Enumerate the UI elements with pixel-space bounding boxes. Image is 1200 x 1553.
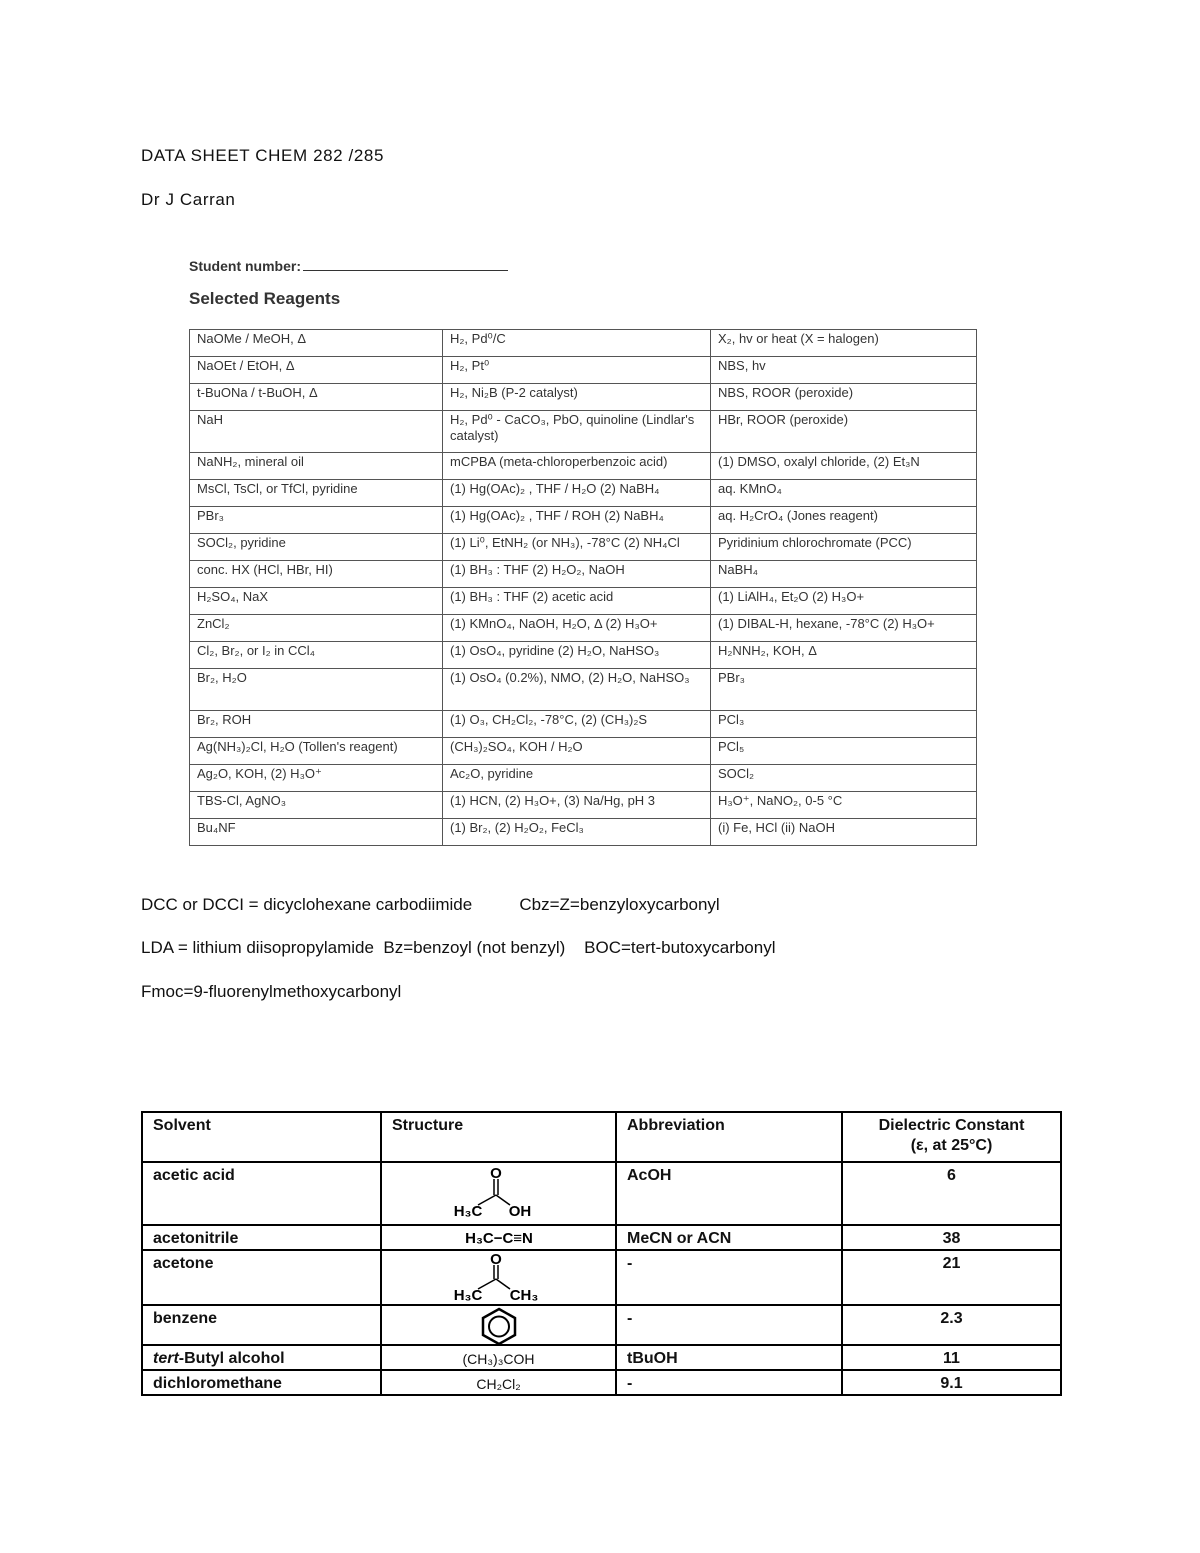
reagent-cell: Ag₂O, KOH, (2) H₃O⁺ xyxy=(190,765,443,792)
header-dielectric-label: Dielectric Constant xyxy=(878,1117,1025,1134)
reagent-cell: (1) HCN, (2) H₃O+, (3) Na/Hg, pH 3 xyxy=(443,792,711,819)
solvent-name-rest: -Butyl alcohol xyxy=(178,1350,285,1367)
table-row xyxy=(190,411,977,453)
abbreviation-note: LDA = lithium diisopropylamide Bz=benzoyl (not benzyl) BOC=tert-butoxycarbonyl xyxy=(141,938,776,957)
table-row xyxy=(190,507,977,534)
reagent-cell: (1) DMSO, oxalyl chloride, (2) Et₃N xyxy=(711,453,977,480)
reagent-cell: MsCl, TsCl, or TfCl, pyridine xyxy=(190,480,443,507)
reagent-cell: (1) KMnO₄, NaOH, H₂O, Δ (2) H₃O+ xyxy=(443,615,711,642)
header-dielectric xyxy=(842,1112,1061,1162)
table-row xyxy=(190,384,977,411)
reagent-cell: (1) Hg(OAc)₂ , THF / ROH (2) NaBH₄ xyxy=(443,507,711,534)
reagent-cell: (1) DIBAL-H, hexane, -78°C (2) H₃O+ xyxy=(711,615,977,642)
reagent-cell: (1) BH₃ : THF (2) acetic acid xyxy=(443,588,711,615)
student-number-field xyxy=(189,257,508,274)
header-structure: Structure xyxy=(381,1112,616,1162)
reagent-cell: (1) OsO₄ (0.2%), NMO, (2) H₂O, NaHSO₃ xyxy=(443,669,711,711)
document-author: Dr J Carran xyxy=(141,190,236,209)
reagent-cell: H₂, Pt⁰ xyxy=(443,357,711,384)
solvent-name: acetone xyxy=(142,1250,381,1305)
reagent-cell: aq. H₂CrO₄ (Jones reagent) xyxy=(711,507,977,534)
reagent-cell: H₂, Ni₂B (P-2 catalyst) xyxy=(443,384,711,411)
reagent-cell: Br₂, H₂O xyxy=(190,669,443,711)
table-row xyxy=(190,765,977,792)
table-row xyxy=(190,711,977,738)
reagent-cell: NaH xyxy=(190,411,443,453)
acetone-structure xyxy=(444,1251,554,1303)
methyl-label: H₃C xyxy=(453,1203,482,1220)
reagent-cell: PBr₃ xyxy=(711,669,977,711)
table-row xyxy=(190,561,977,588)
reagent-cell: (1) BH₃ : THF (2) H₂O₂, NaOH xyxy=(443,561,711,588)
acetonitrile-structure xyxy=(444,1226,554,1248)
header-solvent: Solvent xyxy=(142,1112,381,1162)
dielectric-value: 6 xyxy=(842,1162,1061,1225)
reagent-cell: PCl₅ xyxy=(711,738,977,765)
methyl-label: CH₃ xyxy=(509,1287,538,1303)
abbreviation: - xyxy=(616,1370,842,1395)
reagent-cell: HBr, ROOR (peroxide) xyxy=(711,411,977,453)
table-row xyxy=(190,534,977,561)
reagent-cell: (1) Br₂, (2) H₂O₂, FeCl₃ xyxy=(443,819,711,846)
header-abbreviation: Abbreviation xyxy=(616,1112,842,1162)
table-row xyxy=(142,1162,1061,1225)
reagent-cell: SOCl₂, pyridine xyxy=(190,534,443,561)
table-row xyxy=(142,1250,1061,1305)
reagent-cell: t-BuONa / t-BuOH, Δ xyxy=(190,384,443,411)
table-row xyxy=(190,357,977,384)
structure-cell xyxy=(381,1250,616,1305)
reagent-cell: aq. KMnO₄ xyxy=(711,480,977,507)
reagent-cell: TBS-Cl, AgNO₃ xyxy=(190,792,443,819)
methyl-label: H₃C xyxy=(453,1287,482,1303)
solvent-name: acetonitrile xyxy=(142,1225,381,1250)
solvent-name-prefix: tert xyxy=(153,1350,179,1367)
abbreviation: tBuOH xyxy=(616,1345,842,1370)
student-number-blank xyxy=(303,257,508,271)
table-row xyxy=(190,615,977,642)
hydroxyl-label: OH xyxy=(508,1203,531,1220)
nitrile-label: H₃C−C≡N xyxy=(464,1230,533,1247)
reagent-cell: (i) Fe, HCl (ii) NaOH xyxy=(711,819,977,846)
reagent-cell: conc. HX (HCl, HBr, HI) xyxy=(190,561,443,588)
structure-cell: (CH₃)₃COH xyxy=(381,1345,616,1370)
acetic-acid-structure xyxy=(444,1163,554,1221)
dielectric-value: 2.3 xyxy=(842,1305,1061,1345)
benzene-ring-icon xyxy=(444,1306,554,1344)
table-row xyxy=(190,480,977,507)
table-row xyxy=(142,1225,1061,1250)
oxygen-label: O xyxy=(489,1165,502,1182)
table-row xyxy=(142,1305,1061,1345)
table-row xyxy=(142,1370,1061,1395)
reagent-cell: NaNH₂, mineral oil xyxy=(190,453,443,480)
solvent-name: dichloromethane xyxy=(142,1370,381,1395)
table-row xyxy=(190,819,977,846)
abbreviation: MeCN or ACN xyxy=(616,1225,842,1250)
oxygen-label: O xyxy=(489,1251,502,1268)
abbreviation-note: DCC or DCCI = dicyclohexane carbodiimide Cbz=Z=benzyloxycarbonyl xyxy=(141,895,720,914)
reagent-cell: Ac₂O, pyridine xyxy=(443,765,711,792)
reagent-cell: (1) OsO₄, pyridine (2) H₂O, NaHSO₃ xyxy=(443,642,711,669)
table-row xyxy=(190,642,977,669)
reagent-cell: PCl₃ xyxy=(711,711,977,738)
table-row xyxy=(142,1345,1061,1370)
reagent-cell: (CH₃)₂SO₄, KOH / H₂O xyxy=(443,738,711,765)
reagent-cell: NaOEt / EtOH, Δ xyxy=(190,357,443,384)
abbreviation: - xyxy=(616,1305,842,1345)
table-header-row xyxy=(142,1112,1061,1162)
dielectric-value: 38 xyxy=(842,1225,1061,1250)
reagent-cell: mCPBA (meta-chloroperbenzoic acid) xyxy=(443,453,711,480)
table-row xyxy=(190,669,977,711)
reagent-cell: Cl₂, Br₂, or I₂ in CCl₄ xyxy=(190,642,443,669)
structure-cell xyxy=(381,1225,616,1250)
solvent-name: benzene xyxy=(142,1305,381,1345)
structure-cell xyxy=(381,1162,616,1225)
reagent-cell: Pyridinium chlorochromate (PCC) xyxy=(711,534,977,561)
abbreviation-note: Fmoc=9-fluorenylmethoxycarbonyl xyxy=(141,982,402,1001)
table-row xyxy=(190,453,977,480)
solvent-name: acetic acid xyxy=(142,1162,381,1225)
reagent-cell: (1) Hg(OAc)₂ , THF / H₂O (2) NaBH₄ xyxy=(443,480,711,507)
solvent-table xyxy=(141,1111,1062,1396)
abbreviation: - xyxy=(616,1250,842,1305)
reagent-cell: NBS, hv xyxy=(711,357,977,384)
reagent-cell: Ag(NH₃)₂Cl, H₂O (Tollen's reagent) xyxy=(190,738,443,765)
reagent-cell: (1) LiAlH₄, Et₂O (2) H₃O+ xyxy=(711,588,977,615)
reagent-cell: NaBH₄ xyxy=(711,561,977,588)
reagents-table xyxy=(189,329,977,846)
reagents-heading: Selected Reagents xyxy=(189,289,341,308)
dielectric-value: 11 xyxy=(842,1345,1061,1370)
solvent-name xyxy=(142,1345,381,1370)
header-dielectric-unit: (ε, at 25°C) xyxy=(910,1137,993,1154)
reagent-cell: H₂, Pd⁰ - CaCO₃, PbO, quinoline (Lindlar's catalyst) xyxy=(443,411,711,453)
structure-cell: CH₂Cl₂ xyxy=(381,1370,616,1395)
reagent-cell: SOCl₂ xyxy=(711,765,977,792)
reagent-cell: Bu₄NF xyxy=(190,819,443,846)
table-row xyxy=(190,792,977,819)
reagent-cell: (1) O₃, CH₂Cl₂, -78°C, (2) (CH₃)₂S xyxy=(443,711,711,738)
table-row xyxy=(190,588,977,615)
reagent-cell: H₂, Pd⁰/C xyxy=(443,330,711,357)
reagent-cell: X₂, hv or heat (X = halogen) xyxy=(711,330,977,357)
reagent-cell: H₃O⁺, NaNO₂, 0-5 °C xyxy=(711,792,977,819)
structure-cell xyxy=(381,1305,616,1345)
document-title: DATA SHEET CHEM 282 /285 xyxy=(141,146,385,165)
reagent-cell: ZnCl₂ xyxy=(190,615,443,642)
reagent-cell: H₂SO₄, NaX xyxy=(190,588,443,615)
reagent-cell: NaOMe / MeOH, Δ xyxy=(190,330,443,357)
table-row xyxy=(190,738,977,765)
reagent-cell: Br₂, ROH xyxy=(190,711,443,738)
dielectric-value: 21 xyxy=(842,1250,1061,1305)
abbreviation: AcOH xyxy=(616,1162,842,1225)
student-number-label: Student number: xyxy=(189,258,301,274)
reagent-cell: H₂NNH₂, KOH, Δ xyxy=(711,642,977,669)
reagent-cell: NBS, ROOR (peroxide) xyxy=(711,384,977,411)
reagent-cell: (1) Li⁰, EtNH₂ (or NH₃), -78°C (2) NH₄Cl xyxy=(443,534,711,561)
table-row xyxy=(190,330,977,357)
reagent-cell: PBr₃ xyxy=(190,507,443,534)
dielectric-value: 9.1 xyxy=(842,1370,1061,1395)
